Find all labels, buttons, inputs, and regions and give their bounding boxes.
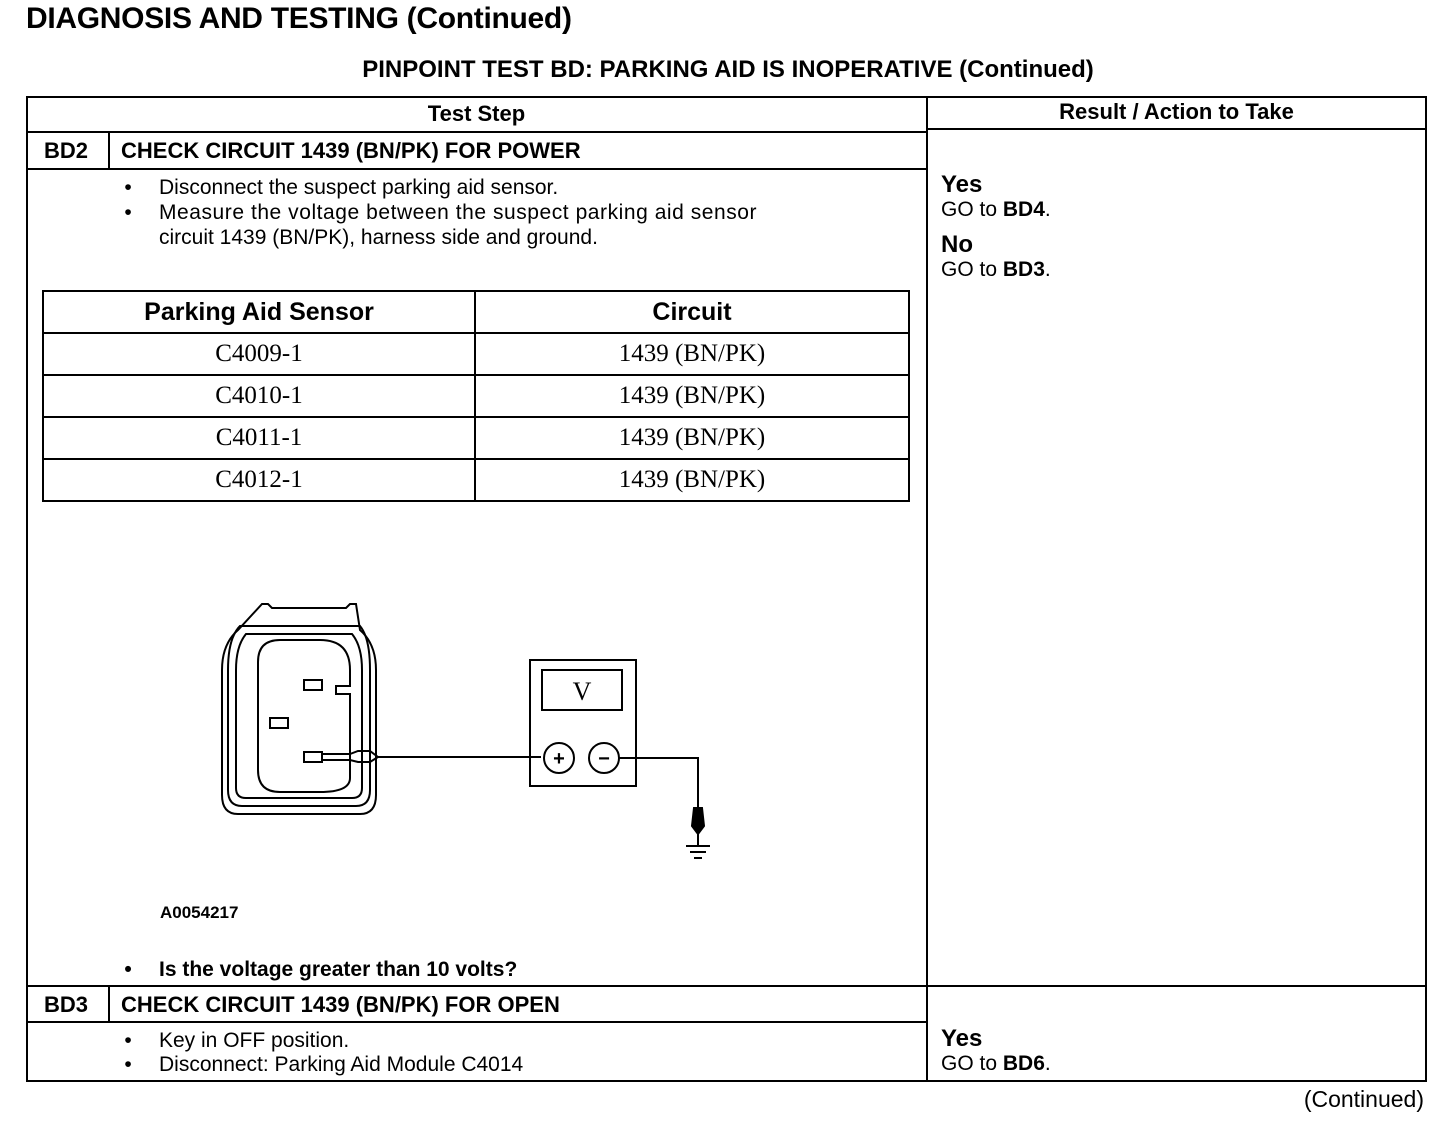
table-row bbox=[43, 375, 909, 417]
bd2-instructions bbox=[118, 175, 918, 255]
bd2-result-no bbox=[941, 232, 1051, 282]
sensor-cell: C4011-1 bbox=[43, 417, 475, 459]
terminal-1 bbox=[304, 680, 322, 690]
sensor-cell: C4009-1 bbox=[43, 333, 475, 375]
circuit-cell: 1439 (BN/PK) bbox=[475, 459, 909, 501]
pinpoint-test-title: PINPOINT TEST BD: PARKING AID IS INOPERATIVE (Continued) bbox=[362, 56, 1094, 83]
bd2-id-divider bbox=[108, 131, 110, 169]
table-header-sensor: Parking Aid Sensor bbox=[43, 291, 475, 333]
table-row bbox=[43, 417, 909, 459]
result-action bbox=[941, 198, 1051, 222]
continued-note: (Continued) bbox=[1303, 1086, 1424, 1112]
sensor-circuit-table bbox=[42, 290, 910, 502]
bd2-result-yes bbox=[941, 172, 1051, 222]
bd3-instructions bbox=[118, 1028, 918, 1080]
sensor-cell: C4012-1 bbox=[43, 459, 475, 501]
result-punct: . bbox=[1044, 1052, 1051, 1075]
terminal-2 bbox=[270, 718, 288, 728]
ground-probe bbox=[692, 808, 704, 834]
wire-negative bbox=[619, 758, 698, 808]
column-divider bbox=[926, 96, 928, 1082]
sensor-cell: C4010-1 bbox=[43, 375, 475, 417]
go-to-target: BD4 bbox=[1002, 198, 1045, 221]
question-text: Is the voltage greater than 10 volts? bbox=[159, 958, 518, 981]
step-title-bd2: CHECK CIRCUIT 1439 (BN/PK) FOR POWER bbox=[121, 138, 581, 163]
plus-label: + bbox=[553, 748, 565, 770]
instruction-line: circuit 1439 (BN/PK), harness side and ground. bbox=[159, 226, 598, 249]
go-to-target: BD6 bbox=[1002, 1052, 1045, 1075]
table-row bbox=[43, 333, 909, 375]
bullet: • bbox=[124, 1029, 132, 1052]
result-label: Yes bbox=[941, 171, 983, 198]
connector-housing-inner bbox=[228, 626, 370, 806]
minus-label: − bbox=[598, 748, 610, 770]
voltage-test-diagram bbox=[200, 590, 740, 880]
result-action bbox=[941, 1052, 1051, 1076]
bd2-title-rule bbox=[26, 168, 927, 170]
bullet: • bbox=[124, 176, 132, 199]
circuit-cell: 1439 (BN/PK) bbox=[475, 333, 909, 375]
bullet: • bbox=[124, 201, 132, 224]
bullet: • bbox=[124, 958, 132, 981]
go-to-text: GO to bbox=[941, 198, 1003, 221]
figure-id: A0054217 bbox=[160, 903, 239, 922]
instruction-line: Disconnect the suspect parking aid sensor. bbox=[159, 176, 559, 199]
result-action bbox=[941, 258, 1051, 282]
bullet: • bbox=[124, 1053, 132, 1076]
column-header-result: Result / Action to Take bbox=[1059, 99, 1294, 124]
bd3-result-yes bbox=[941, 1026, 1051, 1076]
terminal-3 bbox=[304, 752, 322, 762]
step-id-bd3: BD3 bbox=[44, 992, 89, 1017]
bd3-title-rule bbox=[26, 1021, 927, 1023]
header-rule-left bbox=[26, 131, 927, 133]
instruction-line: Measure the voltage between the suspect parking aid sensor bbox=[159, 201, 758, 224]
result-label: Yes bbox=[941, 1025, 983, 1052]
column-header-test-step: Test Step bbox=[427, 101, 526, 126]
bd3-id-divider bbox=[108, 985, 110, 1022]
bd3-top-rule bbox=[26, 985, 1427, 987]
circuit-cell: 1439 (BN/PK) bbox=[475, 375, 909, 417]
table-row bbox=[43, 459, 909, 501]
connector-cavity bbox=[258, 640, 350, 792]
go-to-target: BD3 bbox=[1002, 258, 1045, 281]
result-punct: . bbox=[1044, 198, 1051, 221]
meter-symbol: V bbox=[572, 677, 592, 706]
header-rule-right bbox=[926, 128, 1427, 130]
result-label: No bbox=[941, 231, 973, 258]
table-header-circuit: Circuit bbox=[475, 291, 909, 333]
instruction-line: Disconnect: Parking Aid Module C4014 bbox=[159, 1053, 524, 1076]
go-to-text: GO to bbox=[941, 258, 1003, 281]
table-header-row bbox=[43, 291, 909, 333]
page-title: DIAGNOSIS AND TESTING (Continued) bbox=[26, 2, 572, 35]
step-id-bd2: BD2 bbox=[44, 138, 89, 163]
go-to-text: GO to bbox=[941, 1052, 1003, 1075]
step-title-bd3: CHECK CIRCUIT 1439 (BN/PK) FOR OPEN bbox=[121, 992, 560, 1017]
result-punct: . bbox=[1044, 258, 1051, 281]
instruction-line: Key in OFF position. bbox=[159, 1029, 350, 1052]
circuit-cell: 1439 (BN/PK) bbox=[475, 417, 909, 459]
